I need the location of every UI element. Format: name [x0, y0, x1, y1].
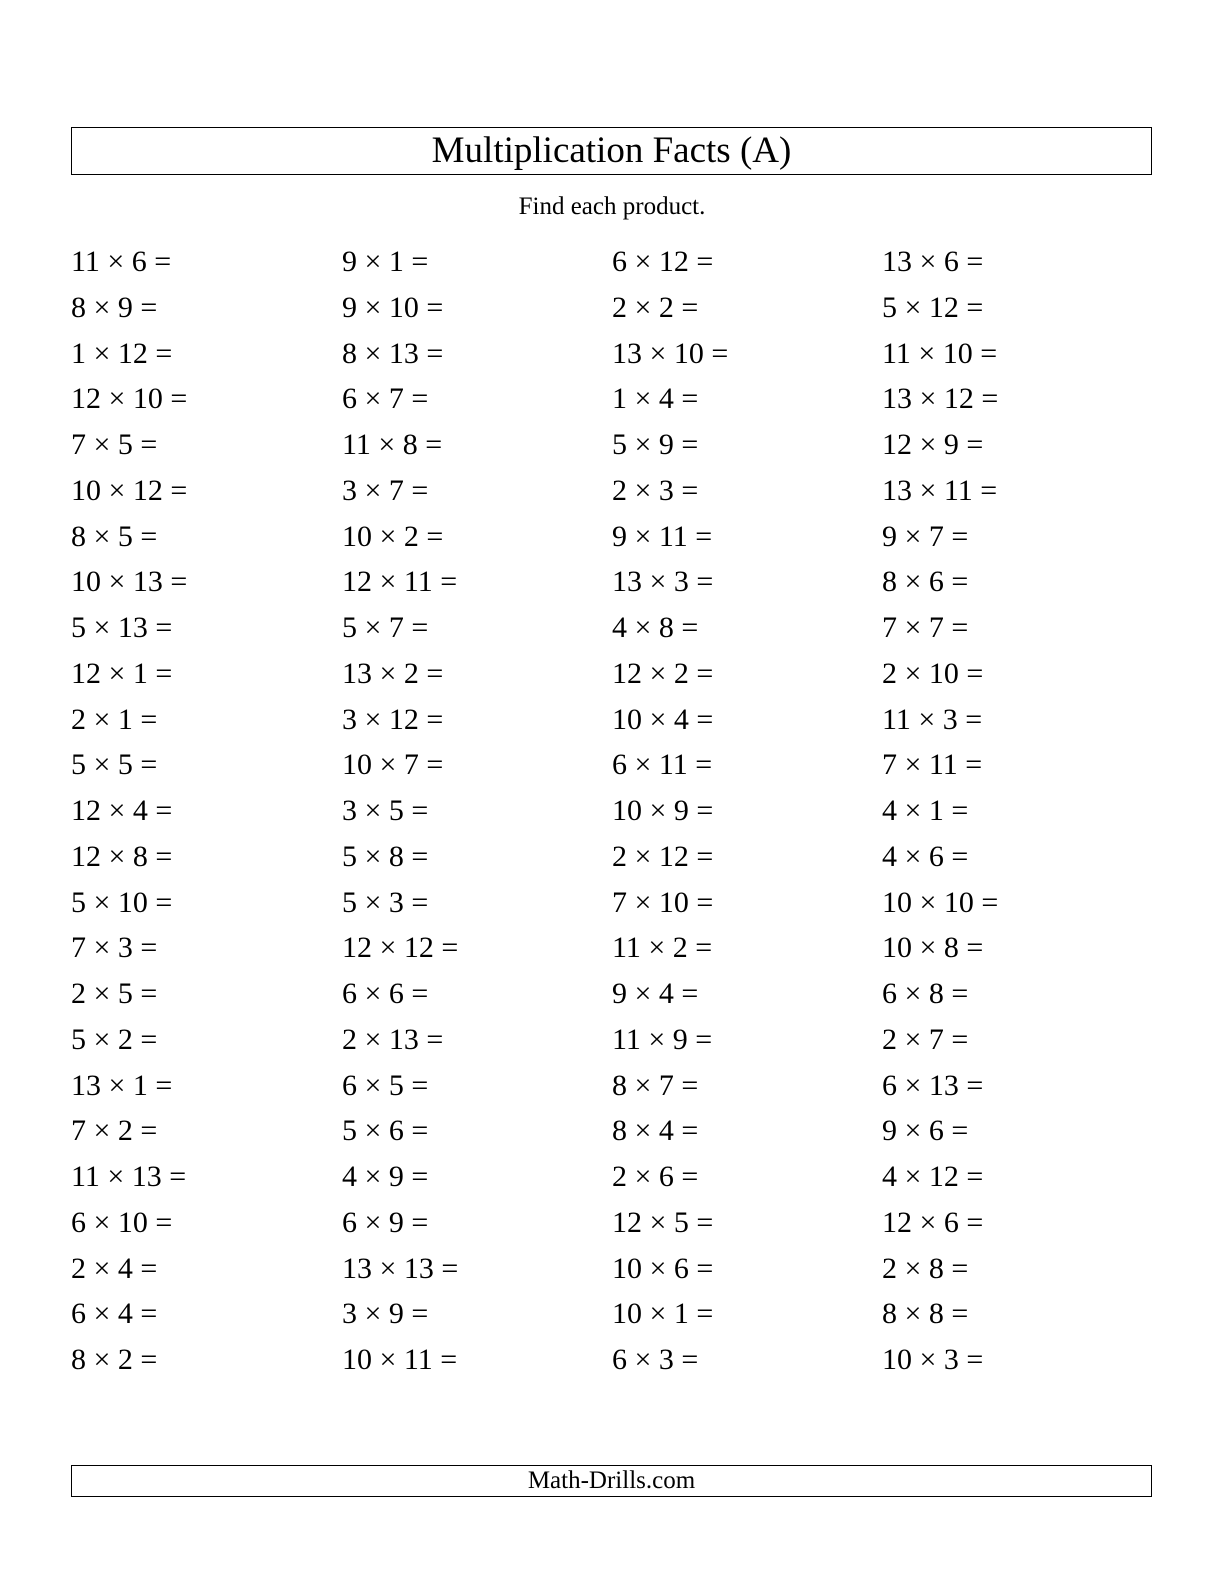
problem: 7 × 10 = — [612, 885, 714, 919]
problem: 10 × 11 = — [342, 1343, 458, 1376]
problem-row — [71, 427, 1171, 473]
problem-row — [71, 1022, 1171, 1068]
problem: 8 × 2 = — [71, 1343, 158, 1376]
problem: 2 × 3 = — [612, 473, 699, 507]
problem: 13 × 11 = — [882, 473, 998, 507]
problem: 8 × 13 = — [342, 336, 444, 370]
problem-row — [71, 244, 1171, 290]
problem: 13 × 3 = — [612, 565, 714, 599]
problem: 2 × 12 = — [612, 839, 714, 873]
problem: 7 × 7 = — [882, 611, 969, 644]
problem: 12 × 5 = — [612, 1205, 714, 1239]
problem: 5 × 5 = — [71, 748, 158, 782]
problem-row — [71, 1251, 1171, 1297]
title-box — [71, 127, 1152, 175]
problem-row — [71, 885, 1171, 931]
problem: 5 × 10 = — [71, 885, 173, 919]
problem: 11 × 13 = — [71, 1160, 187, 1193]
problem: 11 × 10 = — [882, 336, 998, 370]
problem: 2 × 7 = — [882, 1022, 969, 1056]
problem: 6 × 10 = — [71, 1205, 173, 1239]
problem: 10 × 12 = — [71, 473, 188, 507]
problem: 5 × 2 = — [71, 1022, 158, 1056]
problem: 5 × 6 = — [342, 1114, 429, 1148]
problem-row — [71, 290, 1171, 336]
problem: 13 × 12 = — [882, 382, 999, 416]
problem: 2 × 10 = — [882, 656, 984, 690]
problem: 4 × 9 = — [342, 1160, 429, 1193]
problem-row — [71, 381, 1171, 427]
problem: 12 × 2 = — [612, 656, 714, 690]
problem: 7 × 11 = — [882, 748, 983, 782]
problem: 4 × 1 = — [882, 794, 969, 827]
problem-row — [71, 473, 1171, 519]
problem-row — [71, 702, 1171, 748]
problem-row — [71, 656, 1171, 702]
problem-row — [71, 336, 1171, 382]
problem: 8 × 5 = — [71, 519, 158, 553]
problem: 6 × 8 = — [882, 977, 969, 1010]
problem: 12 × 9 = — [882, 428, 984, 461]
problem: 10 × 4 = — [612, 702, 714, 736]
problem: 11 × 2 = — [612, 931, 713, 965]
problem: 1 × 4 = — [612, 382, 699, 416]
problem: 13 × 10 = — [612, 336, 729, 370]
problem: 13 × 2 = — [342, 656, 444, 690]
problem: 9 × 11 = — [612, 519, 713, 553]
problem: 2 × 13 = — [342, 1022, 444, 1056]
problem: 12 × 12 = — [342, 931, 459, 965]
problem: 12 × 10 = — [71, 382, 188, 416]
problem: 12 × 8 = — [71, 839, 173, 873]
problem: 11 × 3 = — [882, 702, 983, 736]
problem: 1 × 12 = — [71, 336, 173, 370]
problem-row — [71, 564, 1171, 610]
problem: 2 × 8 = — [882, 1251, 969, 1285]
problem-row — [71, 930, 1171, 976]
footer-box — [71, 1465, 1152, 1497]
problem-row — [71, 976, 1171, 1022]
problem: 10 × 8 = — [882, 931, 984, 965]
problem: 3 × 7 = — [342, 473, 429, 507]
problem: 6 × 13 = — [882, 1068, 984, 1102]
problem: 8 × 6 = — [882, 565, 969, 599]
problem: 8 × 4 = — [612, 1114, 699, 1148]
problem: 4 × 12 = — [882, 1160, 984, 1193]
problem: 6 × 3 = — [612, 1343, 699, 1376]
problem: 12 × 11 = — [342, 565, 458, 599]
problem: 5 × 7 = — [342, 611, 429, 644]
problem-row — [71, 1296, 1171, 1342]
problem: 9 × 7 = — [882, 519, 969, 553]
problem: 6 × 9 = — [342, 1205, 429, 1239]
problem: 13 × 1 = — [71, 1068, 173, 1102]
problem-row — [71, 793, 1171, 839]
problem-row — [71, 747, 1171, 793]
problem: 13 × 6 = — [882, 245, 984, 278]
problem: 7 × 5 = — [71, 428, 158, 461]
problem: 5 × 9 = — [612, 428, 699, 461]
problem-row — [71, 1342, 1171, 1388]
problem: 12 × 6 = — [882, 1205, 984, 1239]
problem: 10 × 10 = — [882, 885, 999, 919]
problem: 10 × 13 = — [71, 565, 188, 599]
problem: 7 × 2 = — [71, 1114, 158, 1148]
problem: 7 × 3 = — [71, 931, 158, 965]
problem: 6 × 5 = — [342, 1068, 429, 1102]
instructions: Find each product. — [518, 193, 706, 220]
problem: 6 × 7 = — [342, 382, 429, 416]
problem: 11 × 6 = — [71, 245, 172, 278]
problem: 2 × 2 = — [612, 290, 699, 324]
problem: 12 × 4 = — [71, 794, 173, 827]
problem: 3 × 9 = — [342, 1297, 429, 1331]
problem: 10 × 2 = — [342, 519, 444, 553]
problem-row — [71, 610, 1171, 656]
problem: 3 × 12 = — [342, 702, 444, 736]
problem: 6 × 11 = — [612, 748, 713, 782]
problem: 10 × 7 = — [342, 748, 444, 782]
problem: 8 × 7 = — [612, 1068, 699, 1102]
problem: 10 × 9 = — [612, 794, 714, 827]
problem: 5 × 8 = — [342, 839, 429, 873]
problem: 10 × 1 = — [612, 1297, 714, 1331]
worksheet-title: Multiplication Facts (A) — [431, 130, 792, 171]
problem: 6 × 12 = — [612, 245, 714, 278]
problem: 2 × 4 = — [71, 1251, 158, 1285]
problem: 13 × 13 = — [342, 1251, 459, 1285]
problem: 2 × 6 = — [612, 1160, 699, 1193]
problem-grid — [71, 244, 1171, 1388]
problem: 9 × 6 = — [882, 1114, 969, 1148]
problem: 6 × 6 = — [342, 977, 429, 1010]
problem: 9 × 1 = — [342, 245, 429, 278]
problem-row — [71, 1068, 1171, 1114]
problem-row — [71, 839, 1171, 885]
problem: 4 × 6 = — [882, 839, 969, 873]
problem: 9 × 10 = — [342, 290, 444, 324]
footer-source: Math-Drills.com — [527, 1467, 696, 1494]
problem: 8 × 9 = — [71, 290, 158, 324]
problem: 9 × 4 = — [612, 977, 699, 1010]
problem: 12 × 1 = — [71, 656, 173, 690]
problem-row — [71, 1113, 1171, 1159]
problem: 5 × 13 = — [71, 611, 173, 644]
problem: 11 × 8 = — [342, 428, 443, 461]
problem: 8 × 8 = — [882, 1297, 969, 1331]
problem: 5 × 12 = — [882, 290, 984, 324]
problem: 2 × 5 = — [71, 977, 158, 1010]
problem: 11 × 9 = — [612, 1022, 713, 1056]
problem: 3 × 5 = — [342, 794, 429, 827]
problem-row — [71, 1205, 1171, 1251]
problem: 10 × 3 = — [882, 1343, 984, 1376]
problem: 6 × 4 = — [71, 1297, 158, 1331]
problem: 5 × 3 = — [342, 885, 429, 919]
problem: 10 × 6 = — [612, 1251, 714, 1285]
problem: 4 × 8 = — [612, 611, 699, 644]
problem-row — [71, 1159, 1171, 1205]
problem-row — [71, 519, 1171, 565]
problem: 2 × 1 = — [71, 702, 158, 736]
